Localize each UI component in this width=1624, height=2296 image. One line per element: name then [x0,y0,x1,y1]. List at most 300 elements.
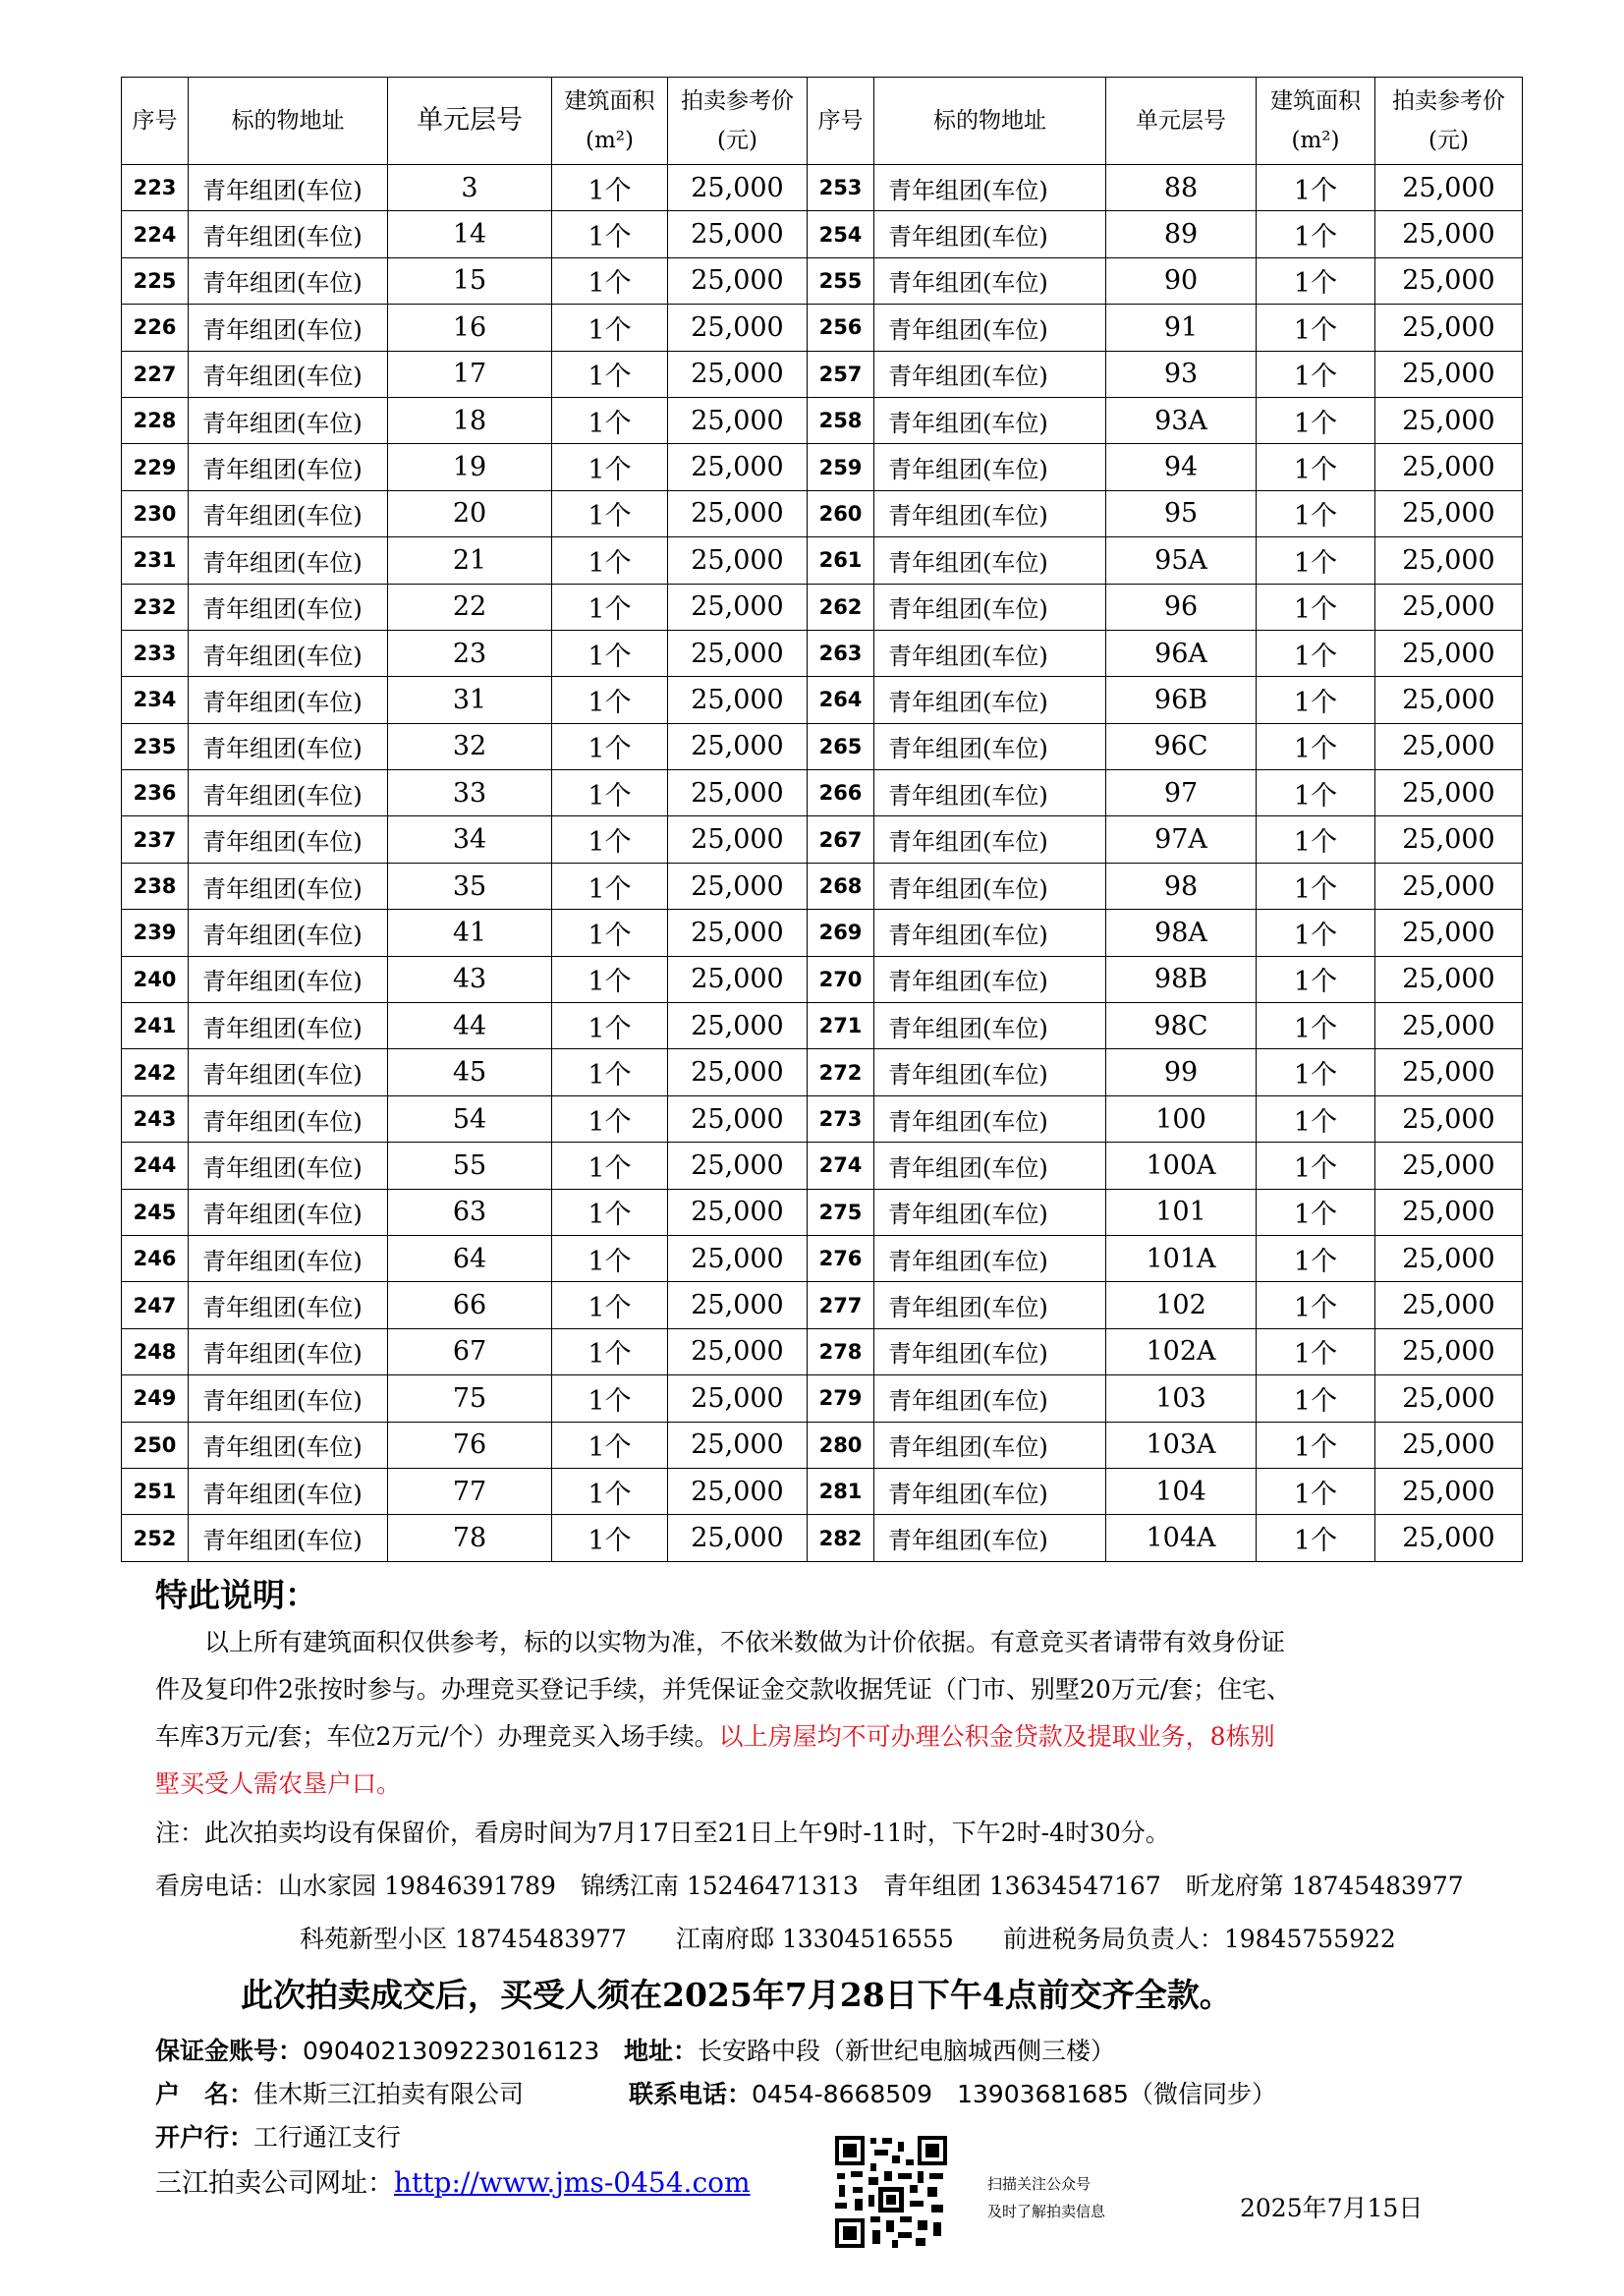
cell-address: 青年组团(车位) [874,1095,1106,1142]
cell-area: 1个 [552,956,668,1002]
cell-seq: 232 [122,584,189,630]
cell-price: 25,000 [668,723,808,769]
cell-area: 1个 [1257,1468,1375,1514]
qr-caption: 扫描关注公众号 [987,2175,1092,2193]
cell-seq: 275 [808,1189,874,1235]
cell-unit: 45 [388,1049,552,1095]
cell-unit: 75 [388,1375,552,1422]
cell-unit: 78 [388,1515,552,1561]
cell-seq: 234 [122,677,189,723]
cell-unit: 101A [1106,1235,1257,1281]
cell-price: 25,000 [1375,677,1523,723]
cell-address: 青年组团(车位) [874,397,1106,443]
cell-price: 25,000 [668,910,808,956]
cell-area: 1个 [552,397,668,443]
header-seq: 序号 [122,78,189,165]
cell-unit: 99 [1106,1049,1257,1095]
cell-unit: 21 [388,537,552,584]
cell-unit: 19 [388,444,552,490]
cell-area: 1个 [552,1189,668,1235]
cell-seq: 241 [122,1003,189,1049]
notes-paragraph-text: 车库3万元/套；车位2万元/个）办理竞买入场手续。 [155,1722,719,1751]
table-row [122,444,1523,490]
cell-address: 青年组团(车位) [874,490,1106,536]
qr-code-icon [833,2134,949,2250]
table-row [122,490,1523,536]
cell-seq: 238 [122,863,189,909]
cell-seq: 248 [122,1328,189,1374]
cell-price: 25,000 [668,165,808,211]
cell-unit: 67 [388,1328,552,1374]
table-row [122,1095,1523,1142]
cell-seq: 249 [122,1375,189,1422]
bank-info [155,2118,401,2154]
table-row [122,1468,1523,1514]
cell-seq: 225 [122,257,189,304]
cell-seq: 247 [122,1282,189,1328]
table-row [122,677,1523,723]
cell-seq: 258 [808,397,874,443]
table-row [122,1375,1523,1422]
cell-seq: 271 [808,1003,874,1049]
deposit-account [155,2032,599,2067]
cell-area: 1个 [1257,1095,1375,1142]
cell-unit: 103A [1106,1422,1257,1468]
cell-seq: 278 [808,1328,874,1374]
cell-unit: 97 [1106,770,1257,816]
address-value: 长安路中段（新世纪电脑城西侧三楼） [698,2037,1116,2065]
table-row [122,1422,1523,1468]
cell-area: 1个 [552,770,668,816]
cell-address: 青年组团(车位) [874,1282,1106,1328]
cell-area: 1个 [1257,1515,1375,1561]
cell-price: 25,000 [1375,305,1523,351]
cell-unit: 104 [1106,1468,1257,1514]
cell-area: 1个 [552,490,668,536]
cell-address: 青年组团(车位) [874,910,1106,956]
company-address [624,2032,1115,2067]
cell-unit: 41 [388,910,552,956]
cell-address: 青年组团(车位) [874,677,1106,723]
cell-area: 1个 [1257,444,1375,490]
cell-area: 1个 [1257,1282,1375,1328]
cell-price: 25,000 [1375,863,1523,909]
cell-price: 25,000 [668,630,808,676]
cell-unit: 18 [388,397,552,443]
cell-seq: 224 [122,211,189,257]
cell-area: 1个 [1257,1422,1375,1468]
table-row [122,630,1523,676]
table-row [122,1328,1523,1374]
cell-address: 青年组团(车位) [189,257,388,304]
cell-unit: 104A [1106,1515,1257,1561]
cell-unit: 93 [1106,351,1257,397]
cell-seq: 256 [808,305,874,351]
cell-price: 25,000 [668,351,808,397]
cell-unit: 91 [1106,305,1257,351]
cell-area: 1个 [552,444,668,490]
notes-paragraph-line: 件及复印件2张按时参与。办理竞买登记手续，并凭保证金交款收据凭证（门市、别墅20万元/套；住宅、 [155,1675,1292,1704]
cell-seq: 259 [808,444,874,490]
bank-value: 工行通江支行 [253,2123,402,2152]
cell-price: 25,000 [668,1375,808,1422]
cell-area: 1个 [1257,257,1375,304]
table-row [122,1515,1523,1561]
cell-unit: 93A [1106,397,1257,443]
cell-seq: 282 [808,1515,874,1561]
cell-seq: 250 [122,1422,189,1468]
cell-address: 青年组团(车位) [189,351,388,397]
cell-address: 青年组团(车位) [189,1235,388,1281]
header-area: 建筑面积(m²) [1257,78,1375,165]
notes-warning-text: 墅买受人需农垦户口。 [155,1769,402,1798]
header-unit: 单元层号 [1106,78,1257,165]
cell-price: 25,000 [1375,537,1523,584]
cell-area: 1个 [1257,165,1375,211]
cell-area: 1个 [1257,956,1375,1002]
cell-area: 1个 [1257,910,1375,956]
cell-address: 青年组团(车位) [189,1143,388,1189]
cell-address: 青年组团(车位) [874,1049,1106,1095]
cell-unit: 103 [1106,1375,1257,1422]
cell-seq: 272 [808,1049,874,1095]
cell-address: 青年组团(车位) [874,1375,1106,1422]
cell-address: 青年组团(车位) [874,816,1106,863]
cell-address: 青年组团(车位) [189,1375,388,1422]
website-label: 三江拍卖公司网址： [155,2168,394,2199]
cell-area: 1个 [1257,863,1375,909]
table-row [122,211,1523,257]
cell-unit: 20 [388,490,552,536]
cell-seq: 274 [808,1143,874,1189]
cell-seq: 260 [808,490,874,536]
table-row [122,1049,1523,1095]
cell-unit: 32 [388,723,552,769]
cell-address: 青年组团(车位) [874,537,1106,584]
cell-price: 25,000 [1375,1143,1523,1189]
cell-unit: 55 [388,1143,552,1189]
cell-price: 25,000 [668,816,808,863]
cell-unit: 101 [1106,1189,1257,1235]
cell-seq: 229 [122,444,189,490]
cell-price: 25,000 [668,1003,808,1049]
cell-area: 1个 [552,1422,668,1468]
cell-area: 1个 [552,677,668,723]
cell-address: 青年组团(车位) [189,397,388,443]
cell-price: 25,000 [668,1468,808,1514]
cell-seq: 280 [808,1422,874,1468]
cell-address: 青年组团(车位) [874,770,1106,816]
cell-unit: 23 [388,630,552,676]
cell-price: 25,000 [1375,910,1523,956]
cell-price: 25,000 [668,1143,808,1189]
table-body [122,165,1523,1562]
cell-price: 25,000 [1375,1235,1523,1281]
table-row [122,165,1523,211]
website-link[interactable]: http://www.jms-0454.com [394,2166,751,2199]
cell-address: 青年组团(车位) [874,723,1106,769]
cell-unit: 15 [388,257,552,304]
cell-price: 25,000 [1375,490,1523,536]
cell-price: 25,000 [1375,770,1523,816]
table-row [122,305,1523,351]
table-row [122,1189,1523,1235]
cell-unit: 96A [1106,630,1257,676]
cell-price: 25,000 [668,490,808,536]
cell-price: 25,000 [668,537,808,584]
cell-address: 青年组团(车位) [189,910,388,956]
notes-warning-text: 以上房屋均不可办理公积金贷款及提取业务，8栋别 [718,1722,1275,1751]
cell-price: 25,000 [1375,1375,1523,1422]
cell-seq: 253 [808,165,874,211]
cell-seq: 279 [808,1375,874,1422]
cell-price: 25,000 [1375,444,1523,490]
header-price: 拍卖参考价(元) [1375,78,1523,165]
cell-seq: 257 [808,351,874,397]
cell-area: 1个 [552,1282,668,1328]
table-header-row [122,78,1523,165]
cell-address: 青年组团(车位) [189,165,388,211]
cell-unit: 44 [388,1003,552,1049]
cell-address: 青年组团(车位) [189,1515,388,1561]
cell-unit: 17 [388,351,552,397]
cell-seq: 277 [808,1282,874,1328]
cell-address: 青年组团(车位) [189,1328,388,1374]
cell-unit: 88 [1106,165,1257,211]
cell-address: 青年组团(车位) [189,1189,388,1235]
cell-price: 25,000 [668,1049,808,1095]
cell-unit: 97A [1106,816,1257,863]
cell-address: 青年组团(车位) [874,1003,1106,1049]
website-line [155,2161,751,2200]
cell-address: 青年组团(车位) [189,1003,388,1049]
cell-seq: 233 [122,630,189,676]
cell-address: 青年组团(车位) [189,211,388,257]
cell-area: 1个 [1257,1375,1375,1422]
cell-address: 青年组团(车位) [189,305,388,351]
cell-address: 青年组团(车位) [874,1235,1106,1281]
cell-unit: 102A [1106,1328,1257,1374]
cell-price: 25,000 [1375,211,1523,257]
cell-seq: 252 [122,1515,189,1561]
cell-area: 1个 [1257,537,1375,584]
cell-address: 青年组团(车位) [874,257,1106,304]
cell-area: 1个 [552,1468,668,1514]
cell-unit: 76 [388,1422,552,1468]
cell-price: 25,000 [1375,1468,1523,1514]
cell-address: 青年组团(车位) [189,1095,388,1142]
cell-area: 1个 [552,351,668,397]
cell-unit: 98C [1106,1003,1257,1049]
auction-listing-table [121,77,1523,1562]
table-row [122,863,1523,909]
cell-area: 1个 [552,1049,668,1095]
cell-price: 25,000 [668,211,808,257]
cell-area: 1个 [1257,723,1375,769]
cell-area: 1个 [552,1235,668,1281]
cell-seq: 265 [808,723,874,769]
cell-unit: 102 [1106,1282,1257,1328]
table-row [122,1282,1523,1328]
cell-area: 1个 [1257,1189,1375,1235]
cell-address: 青年组团(车位) [874,211,1106,257]
cell-address: 青年组团(车位) [874,863,1106,909]
cell-seq: 230 [122,490,189,536]
cell-seq: 268 [808,863,874,909]
cell-area: 1个 [1257,770,1375,816]
cell-area: 1个 [1257,677,1375,723]
cell-address: 青年组团(车位) [189,1422,388,1468]
table-row [122,956,1523,1002]
cell-price: 25,000 [1375,397,1523,443]
contact-value: 0454-8668509 13903681685（微信同步） [752,2080,1276,2108]
cell-area: 1个 [552,305,668,351]
cell-price: 25,000 [668,1095,808,1142]
cell-price: 25,000 [1375,1003,1523,1049]
cell-unit: 35 [388,863,552,909]
cell-area: 1个 [552,1515,668,1561]
table-row [122,351,1523,397]
cell-unit: 33 [388,770,552,816]
deposit-value: 0904021309223016123 [303,2037,600,2065]
cell-price: 25,000 [1375,257,1523,304]
cell-area: 1个 [552,863,668,909]
cell-seq: 254 [808,211,874,257]
table-row [122,1235,1523,1281]
cell-price: 25,000 [1375,584,1523,630]
cell-unit: 100A [1106,1143,1257,1189]
cell-unit: 77 [388,1468,552,1514]
cell-area: 1个 [552,1003,668,1049]
cell-address: 青年组团(车位) [874,305,1106,351]
cell-seq: 273 [808,1095,874,1142]
cell-area: 1个 [1257,397,1375,443]
cell-price: 25,000 [668,956,808,1002]
cell-area: 1个 [552,816,668,863]
table-row [122,723,1523,769]
notes-paragraph-line [155,1717,1275,1753]
cell-area: 1个 [1257,1235,1375,1281]
cell-unit: 96 [1106,584,1257,630]
viewing-phones: 看房电话：山水家园 19846391789 锦绣江南 15246471313 青年组团 13634547167 昕龙府第 18745483977 [155,1872,1464,1900]
cell-unit: 96B [1106,677,1257,723]
cell-unit: 34 [388,816,552,863]
cell-address: 青年组团(车位) [874,1468,1106,1514]
table-row [122,257,1523,304]
cell-seq: 251 [122,1468,189,1514]
cell-unit: 96C [1106,723,1257,769]
cell-area: 1个 [1257,1143,1375,1189]
cell-unit: 66 [388,1282,552,1328]
cell-seq: 270 [808,956,874,1002]
cell-address: 青年组团(车位) [189,1468,388,1514]
cell-price: 25,000 [668,584,808,630]
cell-price: 25,000 [668,770,808,816]
cell-area: 1个 [1257,816,1375,863]
cell-unit: 43 [388,956,552,1002]
cell-address: 青年组团(车位) [189,490,388,536]
cell-unit: 94 [1106,444,1257,490]
cell-unit: 89 [1106,211,1257,257]
cell-area: 1个 [1257,211,1375,257]
cell-unit: 16 [388,305,552,351]
cell-price: 25,000 [668,1235,808,1281]
cell-unit: 95 [1106,490,1257,536]
cell-area: 1个 [552,1328,668,1374]
cell-area: 1个 [552,630,668,676]
cell-unit: 98B [1106,956,1257,1002]
cell-price: 25,000 [668,1328,808,1374]
cell-address: 青年组团(车位) [189,770,388,816]
cell-address: 青年组团(车位) [189,584,388,630]
cell-seq: 239 [122,910,189,956]
cell-unit: 22 [388,584,552,630]
cell-address: 青年组团(车位) [874,444,1106,490]
table-row [122,537,1523,584]
cell-unit: 64 [388,1235,552,1281]
cell-unit: 54 [388,1095,552,1142]
payment-deadline: 此次拍卖成交后，买受人须在2025年7月28日下午4点前交齐全款。 [241,1976,1232,2014]
cell-price: 25,000 [1375,1328,1523,1374]
account-name [155,2075,524,2110]
cell-unit: 3 [388,165,552,211]
deposit-label: 保证金账号： [155,2037,304,2065]
cell-seq: 261 [808,537,874,584]
cell-seq: 237 [122,816,189,863]
cell-unit: 63 [388,1189,552,1235]
cell-price: 25,000 [1375,956,1523,1002]
cell-seq: 269 [808,910,874,956]
cell-seq: 267 [808,816,874,863]
notes-heading: 特此说明： [155,1576,317,1614]
cell-area: 1个 [1257,1049,1375,1095]
cell-unit: 90 [1106,257,1257,304]
qr-caption: 及时了解拍卖信息 [987,2203,1106,2220]
cell-address: 青年组团(车位) [189,956,388,1002]
cell-price: 25,000 [668,1422,808,1468]
header-price: 拍卖参考价(元) [668,78,808,165]
cell-address: 青年组团(车位) [189,537,388,584]
cell-seq: 276 [808,1235,874,1281]
cell-seq: 264 [808,677,874,723]
cell-area: 1个 [552,211,668,257]
bank-label: 开户行： [155,2123,254,2152]
address-label: 地址： [624,2037,699,2065]
cell-address: 青年组团(车位) [189,1282,388,1328]
cell-area: 1个 [552,1143,668,1189]
cell-address: 青年组团(车位) [189,444,388,490]
cell-price: 25,000 [668,444,808,490]
cell-address: 青年组团(车位) [189,816,388,863]
cell-price: 25,000 [1375,1049,1523,1095]
cell-area: 1个 [552,723,668,769]
cell-area: 1个 [552,1375,668,1422]
cell-price: 25,000 [1375,351,1523,397]
cell-seq: 235 [122,723,189,769]
cell-price: 25,000 [1375,1422,1523,1468]
cell-seq: 246 [122,1235,189,1281]
cell-area: 1个 [1257,630,1375,676]
header-seq: 序号 [808,78,874,165]
cell-address: 青年组团(车位) [189,630,388,676]
cell-seq: 243 [122,1095,189,1142]
cell-area: 1个 [1257,1003,1375,1049]
notes-paragraph-line: 以上所有建筑面积仅供参考，标的以实物为准，不依米数做为计价依据。有意竞买者请带有效身份证 [204,1628,1286,1656]
cell-price: 25,000 [1375,1282,1523,1328]
cell-seq: 266 [808,770,874,816]
cell-address: 青年组团(车位) [874,1143,1106,1189]
viewing-time-note: 注：此次拍卖均设有保留价，看房时间为7月17日至21日上午9时-11时，下午2时-4时30分。 [155,1819,1170,1847]
